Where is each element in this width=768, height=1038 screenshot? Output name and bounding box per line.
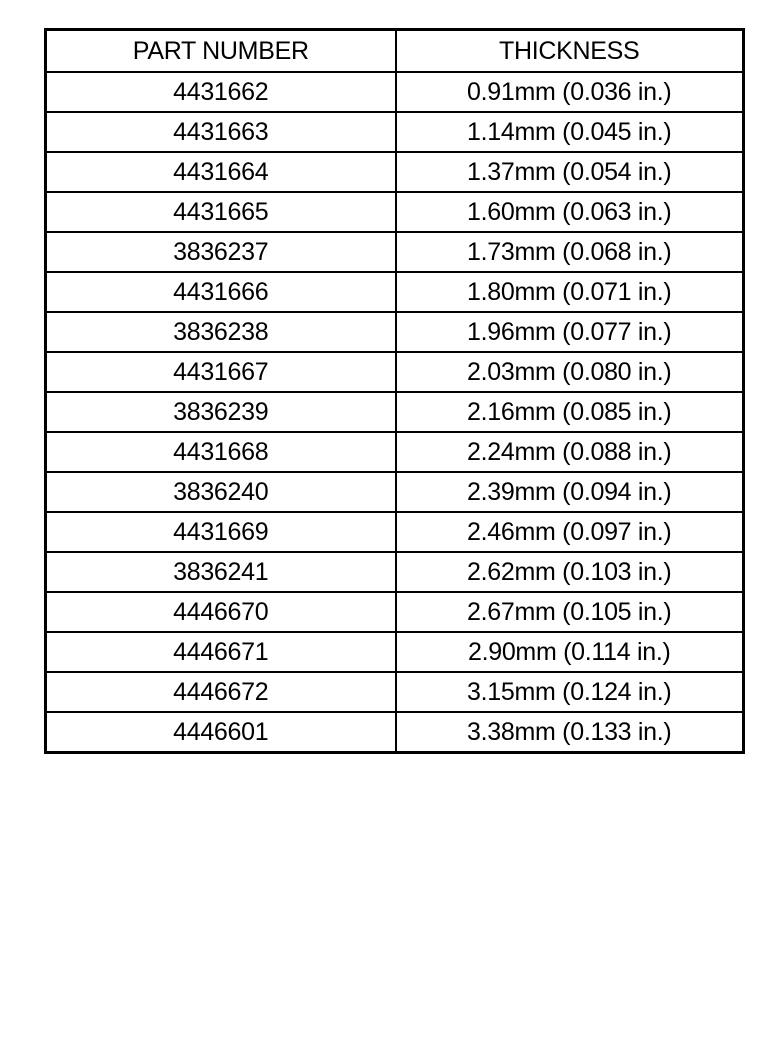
part-number-cell: 4431669 xyxy=(46,512,396,552)
table-row xyxy=(46,272,744,312)
table-row xyxy=(46,72,744,112)
header-part-number: PART NUMBER xyxy=(46,30,396,73)
thickness-cell: 1.60mm (0.063 in.) xyxy=(396,192,744,232)
part-number-cell: 3836238 xyxy=(46,312,396,352)
table-header-row xyxy=(46,30,744,73)
thickness-cell: 3.15mm (0.124 in.) xyxy=(396,672,744,712)
table-row xyxy=(46,152,744,192)
thickness-cell: 1.80mm (0.071 in.) xyxy=(396,272,744,312)
part-number-cell: 4431666 xyxy=(46,272,396,312)
table-row xyxy=(46,552,744,592)
table-row xyxy=(46,432,744,472)
part-number-cell: 4446670 xyxy=(46,592,396,632)
part-number-cell: 4431667 xyxy=(46,352,396,392)
table-row xyxy=(46,392,744,432)
part-number-cell: 4431662 xyxy=(46,72,396,112)
part-number-cell: 3836240 xyxy=(46,472,396,512)
part-number-cell: 4431664 xyxy=(46,152,396,192)
table-row xyxy=(46,232,744,272)
table-row xyxy=(46,512,744,552)
part-thickness-table xyxy=(44,28,745,754)
thickness-cell: 0.91mm (0.036 in.) xyxy=(396,72,744,112)
thickness-cell: 2.03mm (0.080 in.) xyxy=(396,352,744,392)
thickness-cell: 2.90mm (0.114 in.) xyxy=(396,632,744,672)
thickness-cell: 2.39mm (0.094 in.) xyxy=(396,472,744,512)
thickness-cell: 2.46mm (0.097 in.) xyxy=(396,512,744,552)
table-row xyxy=(46,312,744,352)
part-number-cell: 4446671 xyxy=(46,632,396,672)
part-number-cell: 4431668 xyxy=(46,432,396,472)
part-number-cell: 3836241 xyxy=(46,552,396,592)
part-number-cell: 4431665 xyxy=(46,192,396,232)
table-row xyxy=(46,472,744,512)
part-number-cell: 3836237 xyxy=(46,232,396,272)
part-number-cell: 4446672 xyxy=(46,672,396,712)
thickness-cell: 2.24mm (0.088 in.) xyxy=(396,432,744,472)
thickness-cell: 1.73mm (0.068 in.) xyxy=(396,232,744,272)
part-number-cell: 4446601 xyxy=(46,712,396,753)
thickness-cell: 2.67mm (0.105 in.) xyxy=(396,592,744,632)
thickness-cell: 3.38mm (0.133 in.) xyxy=(396,712,744,753)
header-thickness: THICKNESS xyxy=(396,30,744,73)
thickness-cell: 2.62mm (0.103 in.) xyxy=(396,552,744,592)
table-row xyxy=(46,352,744,392)
thickness-cell: 2.16mm (0.085 in.) xyxy=(396,392,744,432)
table-row xyxy=(46,112,744,152)
part-number-cell: 3836239 xyxy=(46,392,396,432)
table-row xyxy=(46,632,744,672)
thickness-cell: 1.14mm (0.045 in.) xyxy=(396,112,744,152)
table-row xyxy=(46,592,744,632)
thickness-cell: 1.96mm (0.077 in.) xyxy=(396,312,744,352)
part-number-cell: 4431663 xyxy=(46,112,396,152)
table-row xyxy=(46,712,744,753)
thickness-cell: 1.37mm (0.054 in.) xyxy=(396,152,744,192)
table-row xyxy=(46,672,744,712)
table-row xyxy=(46,192,744,232)
